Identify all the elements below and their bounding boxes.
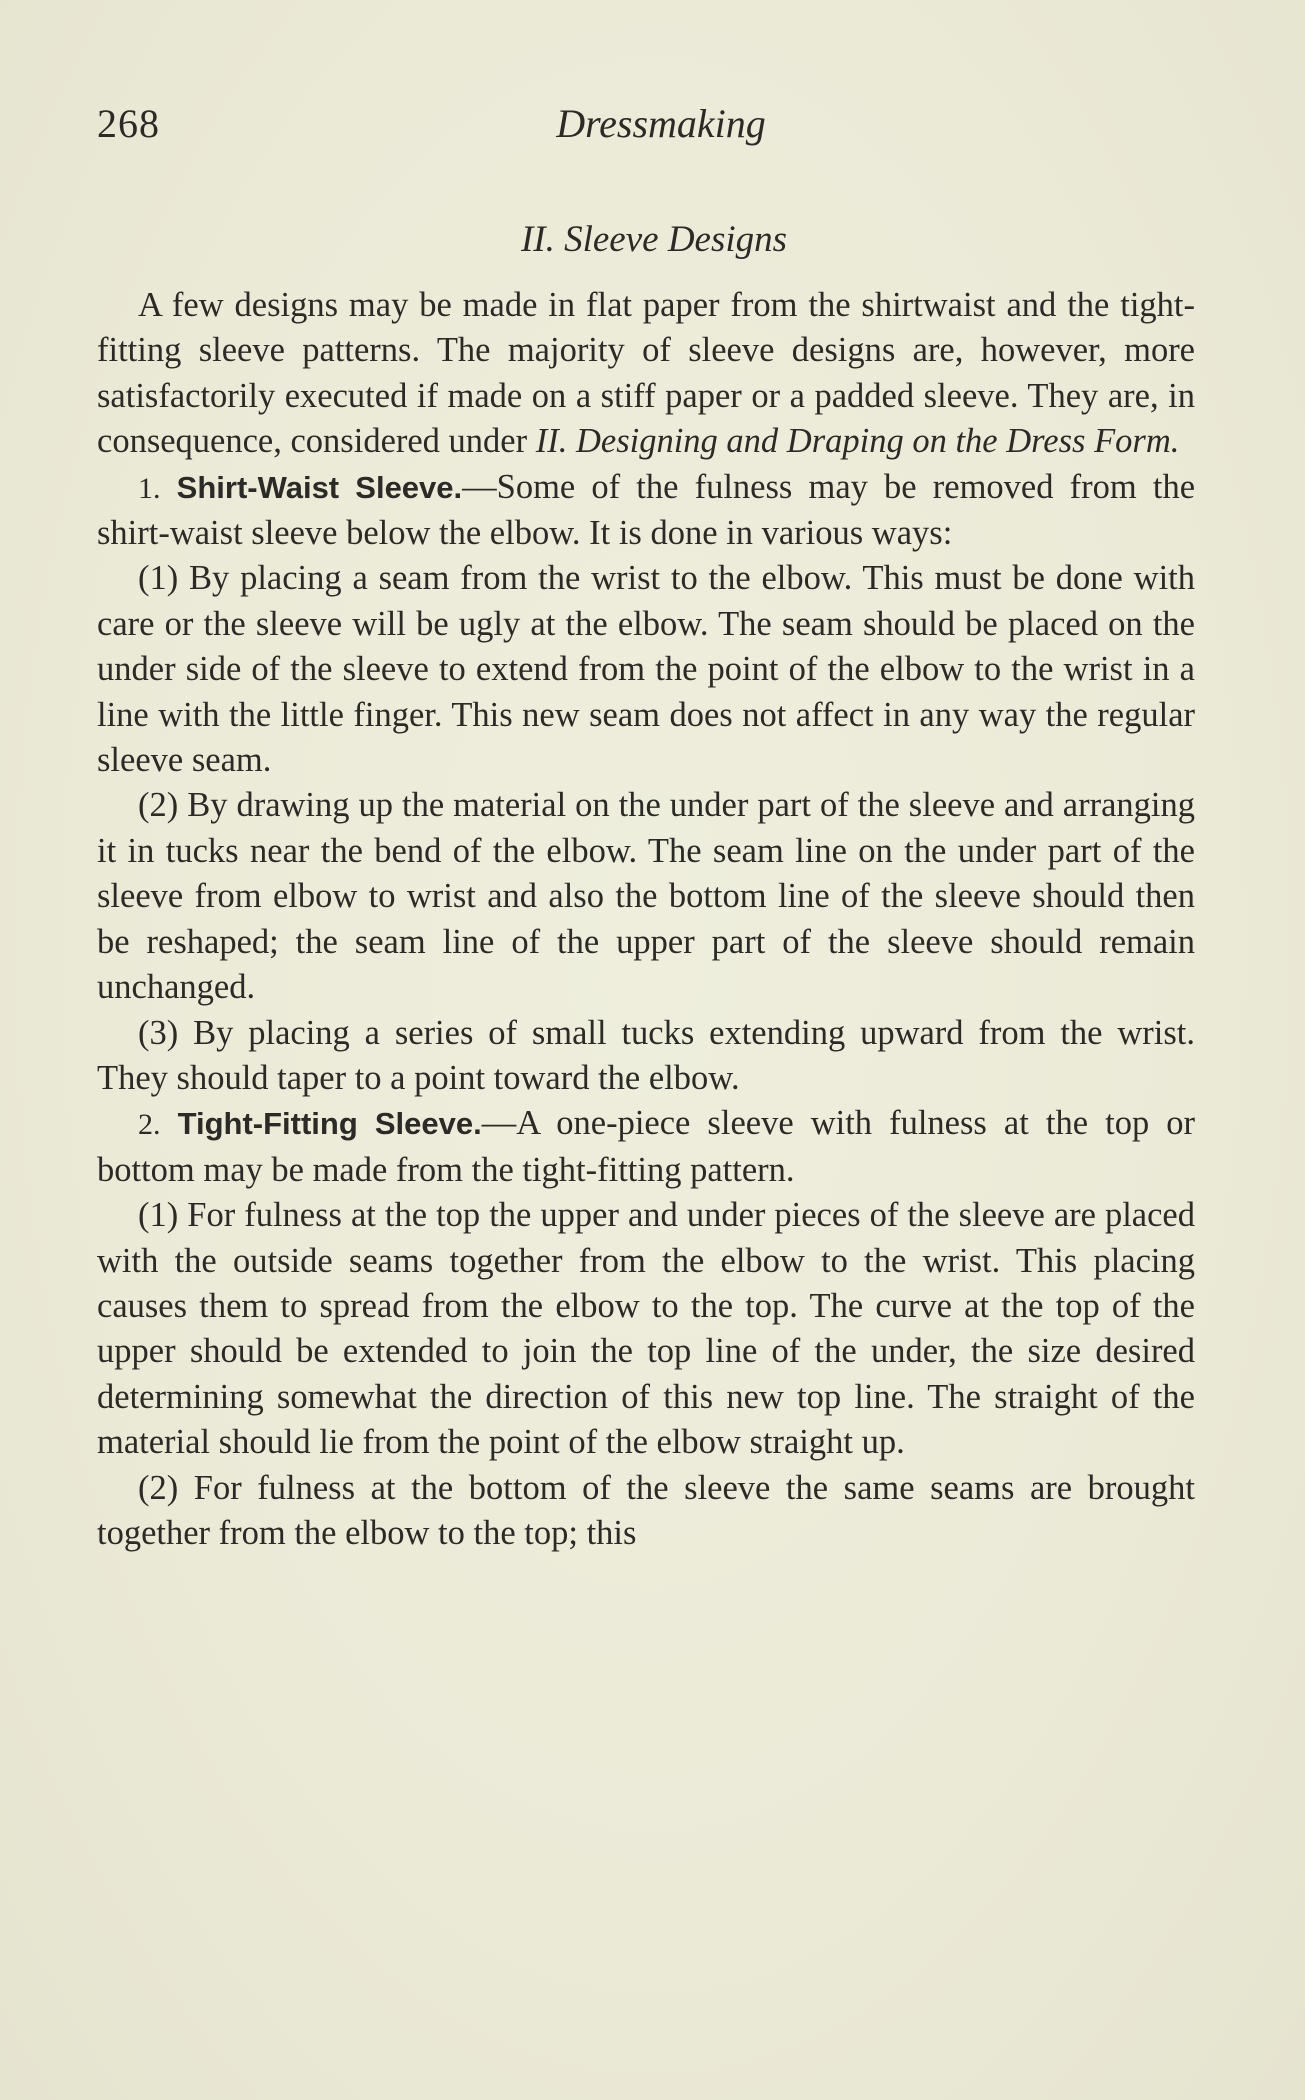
page-header <box>97 100 1195 152</box>
shirt-waist-number: 1. <box>138 471 161 505</box>
tight-fitting-method-1: (1) For fulness at the top the upper and under pieces of the sleeve are placed with the outside seams together from the elbow to the wrist. This placing causes them to spread from the elbow to the top. The curve at the top of the upper should be extended to join the top line of the under, the size desired determining somewhat the direction of this new top line. The straight of the material should lie from the point of the elbow straight up. <box>97 1196 1195 1462</box>
running-head: Dressmaking <box>556 101 766 146</box>
shirt-waist-paragraph <box>97 465 1195 557</box>
shirt-waist-method-2: (2) By drawing up the material on the under part of the sleeve and arranging it in tucks near the bend of the elbow. The seam line on the under part of the sleeve from elbow to wrist and also the bottom line of the sleeve should then be reshaped; the seam line of the upper part of the sleeve should remain unchanged. <box>97 786 1195 1007</box>
shirt-waist-heading: Shirt-Waist Sleeve. <box>176 469 463 505</box>
tight-fitting-text: —A one-piece sleeve with fulness at the top or bottom may be made from the tight-fitting pattern. <box>97 1104 1196 1189</box>
page-number: 268 <box>97 101 160 146</box>
intro-text: A few designs may be made in flat paper from the shirtwaist and the tight-fitting sleeve patterns. The majority of sleeve designs are, however, more satisfactorily executed if made on a stiff paper or a padded sleeve. They are, in consequence, considered under <box>97 286 1195 461</box>
intro-paragraph <box>97 283 1195 465</box>
tight-fitting-heading: Tight-Fitting Sleeve. <box>177 1106 482 1142</box>
shirt-waist-method-3: (3) By placing a series of small tucks extending upward from the wrist. They should taper to a point toward the elbow. <box>97 1013 1195 1097</box>
shirt-waist-text: —Some of the fulness may be removed from the shirt-waist sleeve below the elbow. It is done in various ways: <box>97 467 1196 553</box>
body-text <box>97 283 1195 1556</box>
shirt-waist-method-1: (1) By placing a seam from the wrist to the elbow. This must be done with care or the sleeve will be ugly at the elbow. The seam should be placed on the under side of the sleeve to extend from the point of the elbow to the wrist in a line with the little finger. This new seam does not affect in any way the regular sleeve seam. <box>97 559 1195 780</box>
tight-fitting-paragraph <box>97 1101 1195 1193</box>
tight-fitting-method-2: (2) For fulness at the bottom of the sleeve the same seams are brought together from the elbow to the top; this <box>97 1468 1195 1552</box>
tight-fitting-number: 2. <box>138 1108 161 1142</box>
section-title: II. Sleeve Designs <box>520 219 788 260</box>
intro-cross-reference: II. Designing and Draping on the Dress Form. <box>535 422 1180 461</box>
